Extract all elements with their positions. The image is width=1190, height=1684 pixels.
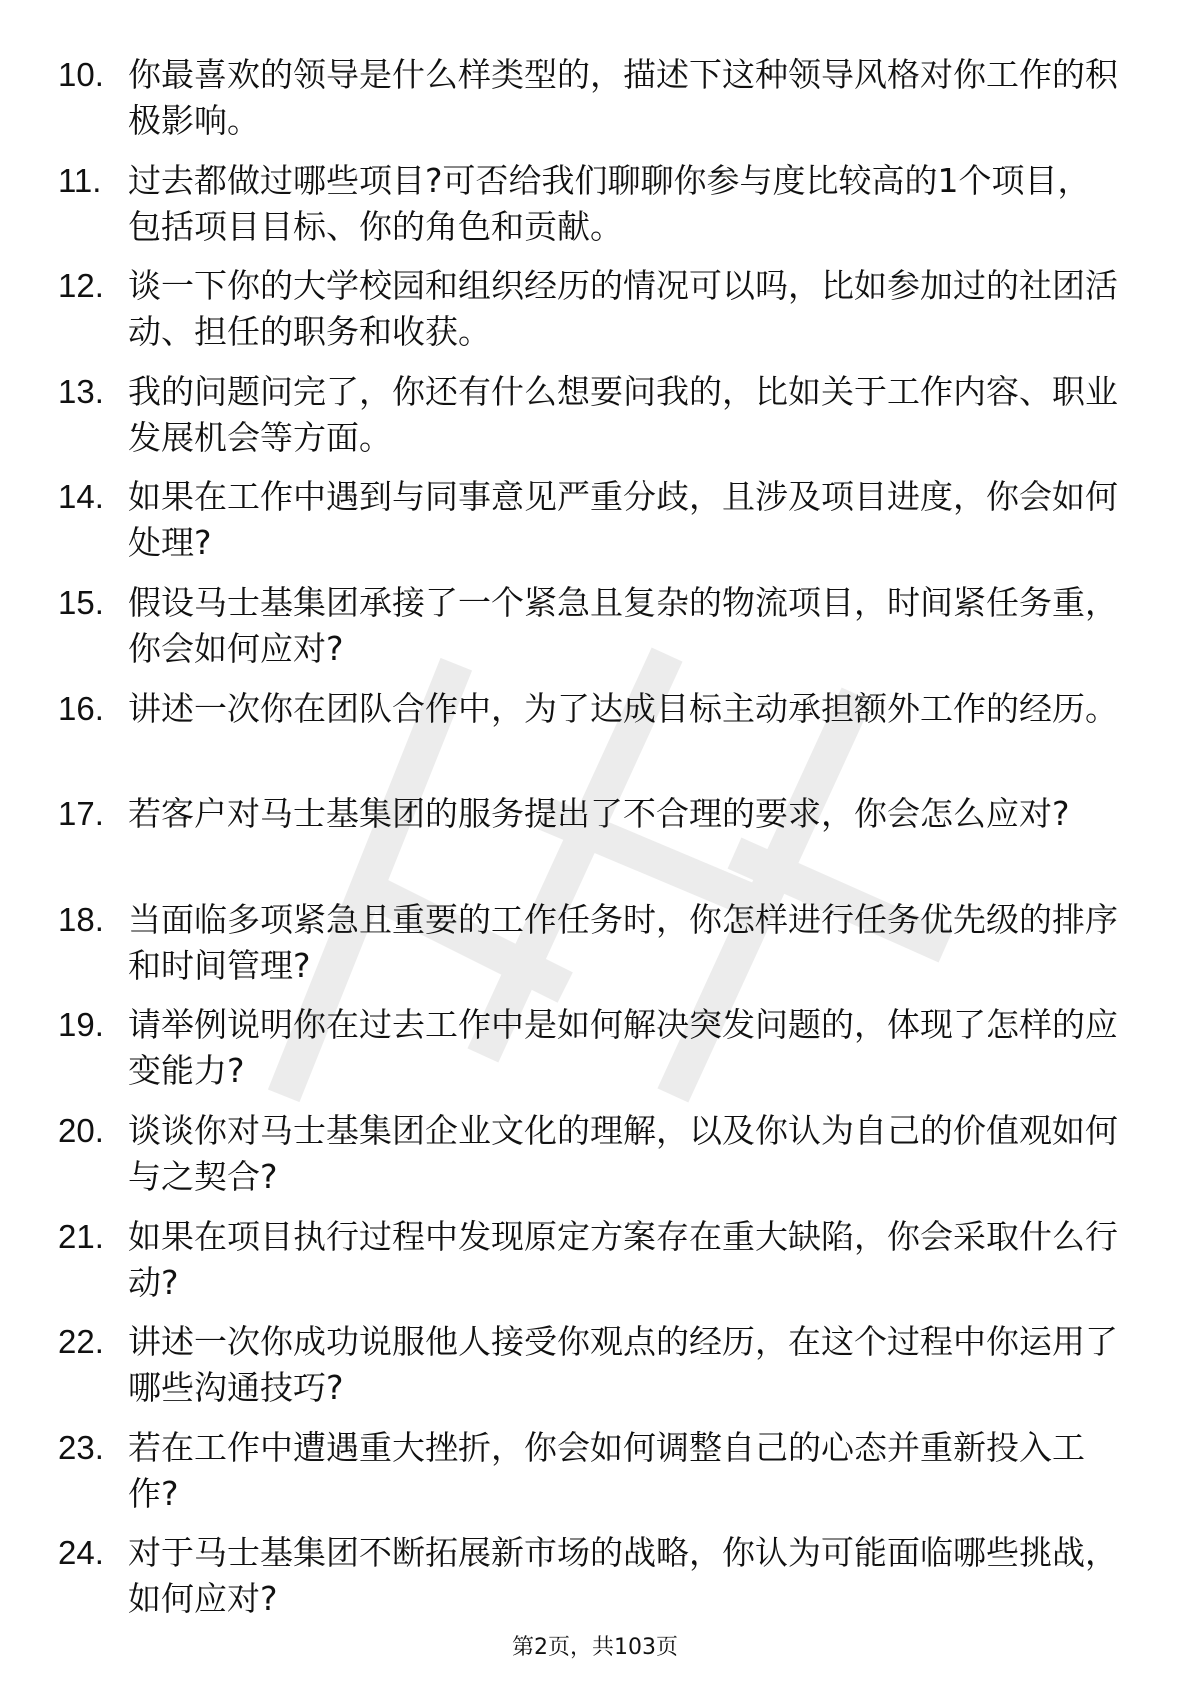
question-number: 11. [58,161,102,199]
question-number: 14. [58,478,104,516]
question-text: 你最喜欢的领导是什么样类型的，描述下这种领导风格对你工作的积极影响。 [128,55,1118,140]
question-number: 18. [58,900,104,938]
question-text: 讲述一次你成功说服他人接受你观点的经历，在这个过程中你运用了哪些沟通技巧? [128,1322,1118,1408]
question-item [58,686,1118,778]
question-number: 10. [58,56,104,93]
question-text: 若客户对马士基集团的服务提出了不合理的要求，你会怎么应对? [128,794,1070,834]
question-item [58,1108,1118,1200]
question-text: 谈一下你的大学校园和组织经历的情况可以吗，比如参加过的社团活动、担任的职务和收获。 [128,266,1118,352]
question-text: 当面临多项紧急且重要的工作任务时，你怎样进行任务优先级的排序和时间管理? [128,899,1118,985]
question-text: 请举例说明你在过去工作中是如何解决突发问题的，体现了怎样的应变能力? [128,1005,1118,1091]
question-text: 过去都做过哪些项目?可否给我们聊聊你参与度比较高的1个项目，包括项目目标、你的角色和贡献。 [128,160,1091,246]
question-text: 讲述一次你在团队合作中，为了达成目标主动承担额外工作的经历。 [128,688,1118,728]
question-item [58,1319,1118,1411]
question-item [58,1214,1118,1306]
question-list [58,52,1118,1636]
question-item [58,897,1118,989]
question-item [58,474,1118,566]
question-item [58,1002,1118,1094]
question-number: 15. [58,583,104,621]
question-number: 23. [58,1428,104,1466]
question-item [58,369,1118,461]
question-item [58,158,1118,250]
question-item [58,52,1118,144]
question-text: 谈谈你对马士基集团企业文化的理解，以及你认为自己的价值观如何与之契合? [128,1110,1118,1196]
question-item [58,1530,1118,1622]
question-number: 17. [58,795,104,833]
question-text: 若在工作中遭遇重大挫折，你会如何调整自己的心态并重新投入工作? [128,1427,1085,1513]
question-text: 假设马士基集团承接了一个紧急且复杂的物流项目，时间紧任务重，你会如何应对? [128,582,1118,668]
question-number: 13. [58,372,104,410]
question-number: 16. [58,689,104,727]
question-text: 如果在项目执行过程中发现原定方案存在重大缺陷，你会采取什么行动? [128,1216,1118,1302]
question-item [58,580,1118,672]
question-number: 21. [58,1217,104,1255]
question-text: 对于马士基集团不断拓展新市场的战略，你认为可能面临哪些挑战，如何应对? [128,1533,1118,1619]
page-footer: 第2页，共103页 [512,1635,678,1660]
question-item [58,263,1118,355]
question-text: 我的问题问完了，你还有什么想要问我的，比如关于工作内容、职业发展机会等方面。 [128,371,1118,457]
question-number: 12. [58,267,104,305]
question-number: 24. [58,1534,104,1572]
question-number: 22. [58,1323,104,1361]
question-number: 20. [58,1111,104,1149]
question-item [58,1425,1118,1517]
question-item [58,791,1118,883]
question-number: 19. [58,1006,104,1044]
question-text: 如果在工作中遇到与同事意见严重分歧，且涉及项目进度，你会如何处理? [128,477,1118,563]
